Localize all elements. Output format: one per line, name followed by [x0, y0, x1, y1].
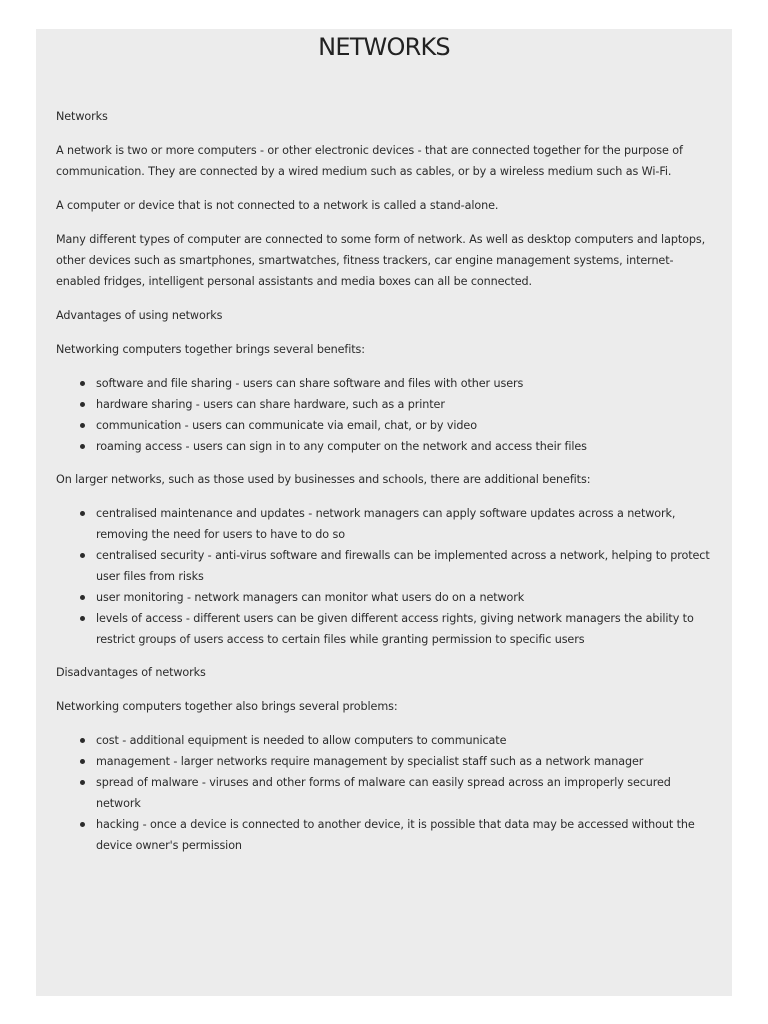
list-item-text: hardware sharing - users can share hardware, such as a printer [96, 398, 445, 411]
list-item [96, 394, 712, 415]
paragraph: Networking computers together brings several benefits: [56, 343, 365, 356]
bullet-icon [80, 780, 85, 785]
bullet-list [56, 730, 712, 856]
list-item [96, 415, 712, 436]
page-title: NETWORKS [318, 33, 450, 61]
document-body [56, 106, 712, 856]
document-page [36, 29, 732, 996]
list-item [96, 587, 712, 608]
section-heading: Disadvantages of networks [56, 666, 206, 679]
bullet-icon [80, 595, 85, 600]
list-item [96, 503, 712, 545]
bullet-icon [80, 381, 85, 386]
bullet-icon [80, 444, 85, 449]
list-item [96, 730, 712, 751]
bullet-icon [80, 553, 85, 558]
list-item-text: centralised security - anti-virus software and firewalls can be implemented across a network, helping to protect user files from risks [96, 549, 710, 583]
section-heading: Networks [56, 110, 108, 123]
list-item [96, 772, 712, 814]
bullet-icon [80, 616, 85, 621]
list-item-text: levels of access - different users can be given different access rights, giving network managers the ability to restrict groups of users access to certain files while granting permission to specific users [96, 612, 694, 646]
paragraph: On larger networks, such as those used by businesses and schools, there are additional benefits: [56, 473, 591, 486]
section-heading: Advantages of using networks [56, 309, 223, 322]
list-item [96, 436, 712, 457]
bullet-icon [80, 759, 85, 764]
bullet-list [56, 373, 712, 457]
list-item-text: spread of malware - viruses and other forms of malware can easily spread across an improperly secured network [96, 776, 671, 810]
bullet-icon [80, 822, 85, 827]
list-item-text: centralised maintenance and updates - network managers can apply software updates across a network, removing the need for users to have to do so [96, 507, 676, 541]
bullet-list [56, 503, 712, 650]
list-item [96, 608, 712, 650]
bullet-icon [80, 423, 85, 428]
paragraph: A computer or device that is not connected to a network is called a stand-alone. [56, 199, 499, 212]
list-item [96, 545, 712, 587]
list-item-text: cost - additional equipment is needed to allow computers to communicate [96, 734, 507, 747]
bullet-icon [80, 511, 85, 516]
list-item [96, 373, 712, 394]
paragraph: Networking computers together also brings several problems: [56, 700, 398, 713]
list-item-text: roaming access - users can sign in to any computer on the network and access their files [96, 440, 587, 453]
paragraph: A network is two or more computers - or other electronic devices - that are connected together for the purpose of communication. They are connected by a wired medium such as cables, or by a wireless medium such as Wi-Fi. [56, 144, 683, 178]
bullet-icon [80, 738, 85, 743]
list-item-text: software and file sharing - users can share software and files with other users [96, 377, 524, 390]
list-item-text: management - larger networks require management by specialist staff such as a network manager [96, 755, 644, 768]
list-item [96, 814, 712, 856]
list-item-text: user monitoring - network managers can monitor what users do on a network [96, 591, 525, 604]
list-item-text: hacking - once a device is connected to another device, it is possible that data may be accessed without the device owner's permission [96, 818, 695, 852]
list-item-text: communication - users can communicate via email, chat, or by video [96, 419, 477, 432]
bullet-icon [80, 402, 85, 407]
list-item [96, 751, 712, 772]
paragraph: Many different types of computer are connected to some form of network. As well as desktop computers and laptops, other devices such as smartphones, smartwatches, fitness trackers, car engine management systems, internet-enabled fridges, intelligent personal assistants and media boxes can all be connected. [56, 233, 706, 288]
